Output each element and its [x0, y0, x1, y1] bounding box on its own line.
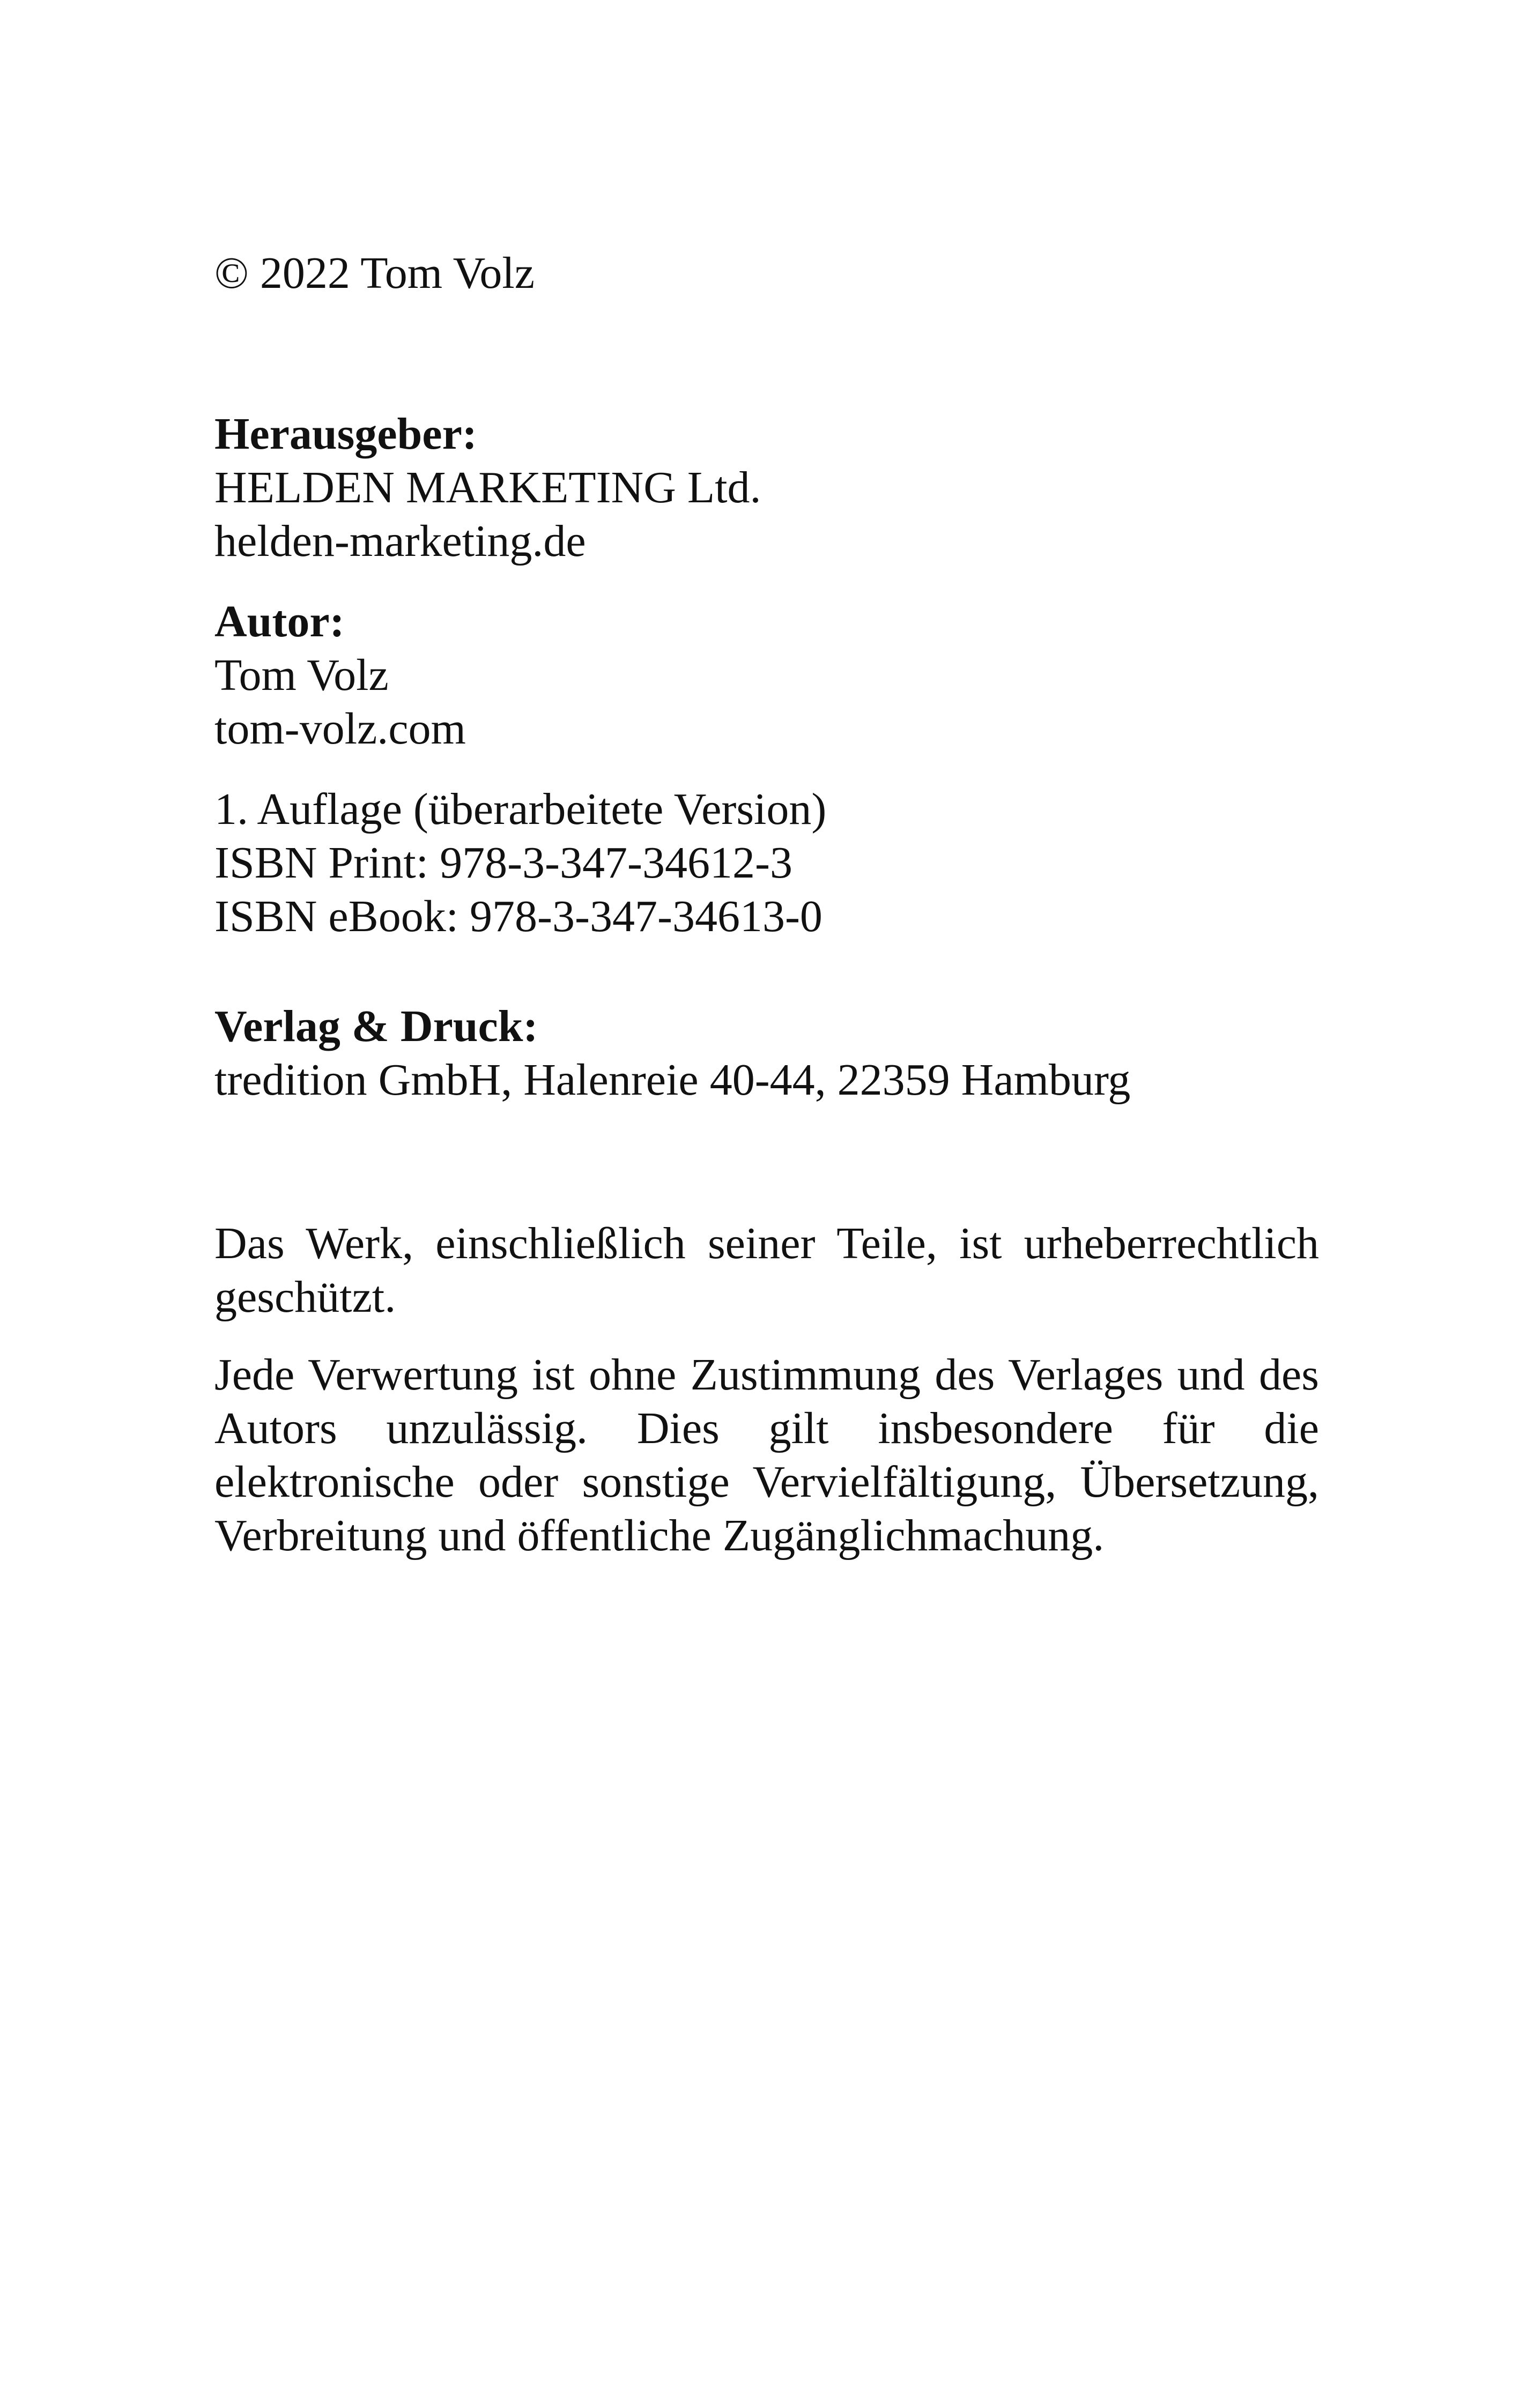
printer-address: tredition GmbH, Halenreie 40-44, 22359 Hamburg	[214, 1055, 1131, 1105]
printer-section	[214, 1000, 1319, 1107]
isbn-ebook: ISBN eBook: 978-3-347-34613-0	[214, 891, 823, 941]
author-heading: Autor:	[214, 597, 345, 646]
publisher-heading: Herausgeber:	[214, 409, 477, 459]
copyright-line: © 2022 Tom Volz	[214, 248, 535, 298]
legal-paragraph-1: Das Werk, einschließlich seiner Teile, ist urheberrechtlich geschützt.	[214, 1218, 1319, 1322]
isbn-print: ISBN Print: 978-3-347-34612-3	[214, 838, 792, 888]
publisher-website: helden-marketing.de	[214, 516, 586, 566]
legal-paragraph-2: Jede Verwertung ist ohne Zustimmung des Verlages und des Autors unzulässig. Dies gilt insbesondere für die elektronische oder sonstige Vervielfältigung, Übersetzung, Verbreitung und öffentliche Zugänglichmachung.	[214, 1350, 1319, 1560]
legal-notice	[214, 1217, 1319, 1563]
publisher-name: HELDEN MARKETING Ltd.	[214, 463, 761, 512]
author-section	[214, 595, 1319, 756]
edition-section	[214, 783, 1319, 943]
author-name: Tom Volz	[214, 650, 389, 700]
author-website: tom-volz.com	[214, 704, 466, 754]
edition-line: 1. Auflage (überarbeitete Version)	[214, 784, 827, 834]
printer-heading: Verlag & Druck:	[214, 1001, 538, 1051]
copyright-notice	[214, 247, 1319, 300]
publisher-section	[214, 407, 1319, 568]
